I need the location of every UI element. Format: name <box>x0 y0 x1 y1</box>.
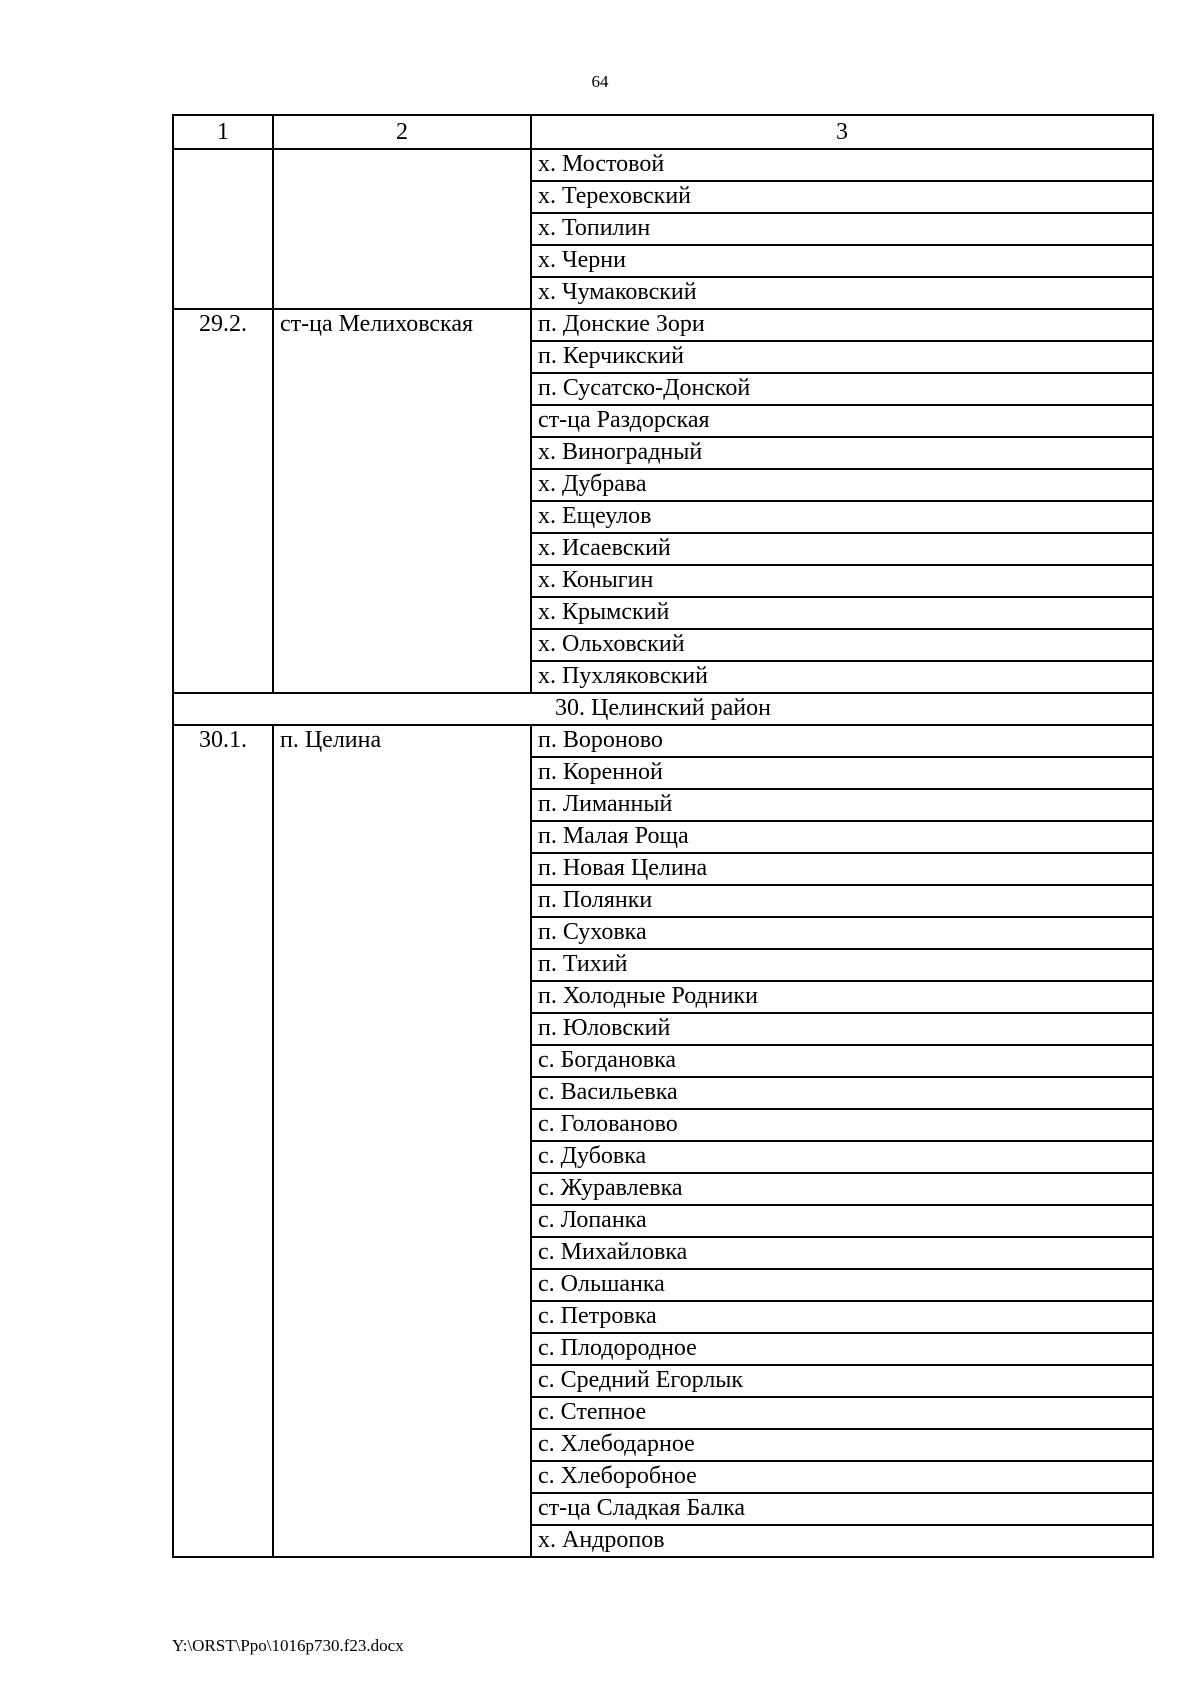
settlement-name: с. Хлеборобное <box>531 1461 1153 1493</box>
section-row <box>173 693 1153 725</box>
settlement-name: п. Керчикский <box>531 341 1153 373</box>
administrative-center <box>273 149 531 309</box>
administrative-center: ст-ца Мелиховская <box>273 309 531 693</box>
settlement-name: ст-ца Раздорская <box>531 405 1153 437</box>
settlement-name: с. Голованово <box>531 1109 1153 1141</box>
settlement-name: п. Тихий <box>531 949 1153 981</box>
page-number: 64 <box>591 72 609 91</box>
settlement-name: х. Черни <box>531 245 1153 277</box>
settlement-name: п. Донские Зори <box>531 309 1153 341</box>
settlement-name: с. Васильевка <box>531 1077 1153 1109</box>
settlement-name: х. Пухляковский <box>531 661 1153 693</box>
settlement-name: п. Коренной <box>531 757 1153 789</box>
column-header-2: 2 <box>273 115 531 149</box>
settlement-name: х. Крымский <box>531 597 1153 629</box>
settlement-name: х. Исаевский <box>531 533 1153 565</box>
settlement-name: х. Андропов <box>531 1525 1153 1557</box>
settlement-name: с. Михайловка <box>531 1237 1153 1269</box>
settlement-name: х. Мостовой <box>531 149 1153 181</box>
settlement-name: х. Топилин <box>531 213 1153 245</box>
settlement-name: с. Богдановка <box>531 1045 1153 1077</box>
settlement-name: с. Дубовка <box>531 1141 1153 1173</box>
file-path-footer: Y:\ORST\Ppo\1016p730.f23.docx <box>172 1636 404 1655</box>
row-number: 29.2. <box>173 309 273 693</box>
settlement-name: п. Новая Целина <box>531 853 1153 885</box>
settlement-name: х. Виноградный <box>531 437 1153 469</box>
settlement-name: с. Степное <box>531 1397 1153 1429</box>
settlement-name: с. Журавлевка <box>531 1173 1153 1205</box>
table-row <box>173 309 1153 341</box>
settlement-name: п. Юловский <box>531 1013 1153 1045</box>
table-row <box>173 725 1153 757</box>
settlement-name: с. Петровка <box>531 1301 1153 1333</box>
settlement-name: п. Холодные Родники <box>531 981 1153 1013</box>
table-body <box>173 115 1153 1557</box>
settlement-name: п. Лиманный <box>531 789 1153 821</box>
table-row <box>173 149 1153 181</box>
settlement-name: п. Суховка <box>531 917 1153 949</box>
settlement-name: п. Вороново <box>531 725 1153 757</box>
settlement-name: с. Лопанка <box>531 1205 1153 1237</box>
column-header-1: 1 <box>173 115 273 149</box>
settlement-name: х. Дубрава <box>531 469 1153 501</box>
settlement-name: с. Хлебодарное <box>531 1429 1153 1461</box>
settlement-name: х. Ещеулов <box>531 501 1153 533</box>
settlement-name: ст-ца Сладкая Балка <box>531 1493 1153 1525</box>
header-row <box>173 115 1153 149</box>
settlement-name: п. Малая Роща <box>531 821 1153 853</box>
settlements-table <box>172 114 1154 1558</box>
section-title: 30. Целинский район <box>173 693 1153 725</box>
administrative-center: п. Целина <box>273 725 531 1557</box>
column-header-3: 3 <box>531 115 1153 149</box>
settlement-name: с. Плодородное <box>531 1333 1153 1365</box>
settlement-name: х. Коныгин <box>531 565 1153 597</box>
settlement-name: п. Сусатско-Донской <box>531 373 1153 405</box>
row-number: 30.1. <box>173 725 273 1557</box>
settlement-name: п. Полянки <box>531 885 1153 917</box>
settlement-name: с. Ольшанка <box>531 1269 1153 1301</box>
settlement-name: х. Чумаковский <box>531 277 1153 309</box>
settlement-name: с. Средний Егорлык <box>531 1365 1153 1397</box>
row-number <box>173 149 273 309</box>
settlement-name: х. Ольховский <box>531 629 1153 661</box>
settlement-name: х. Тереховский <box>531 181 1153 213</box>
